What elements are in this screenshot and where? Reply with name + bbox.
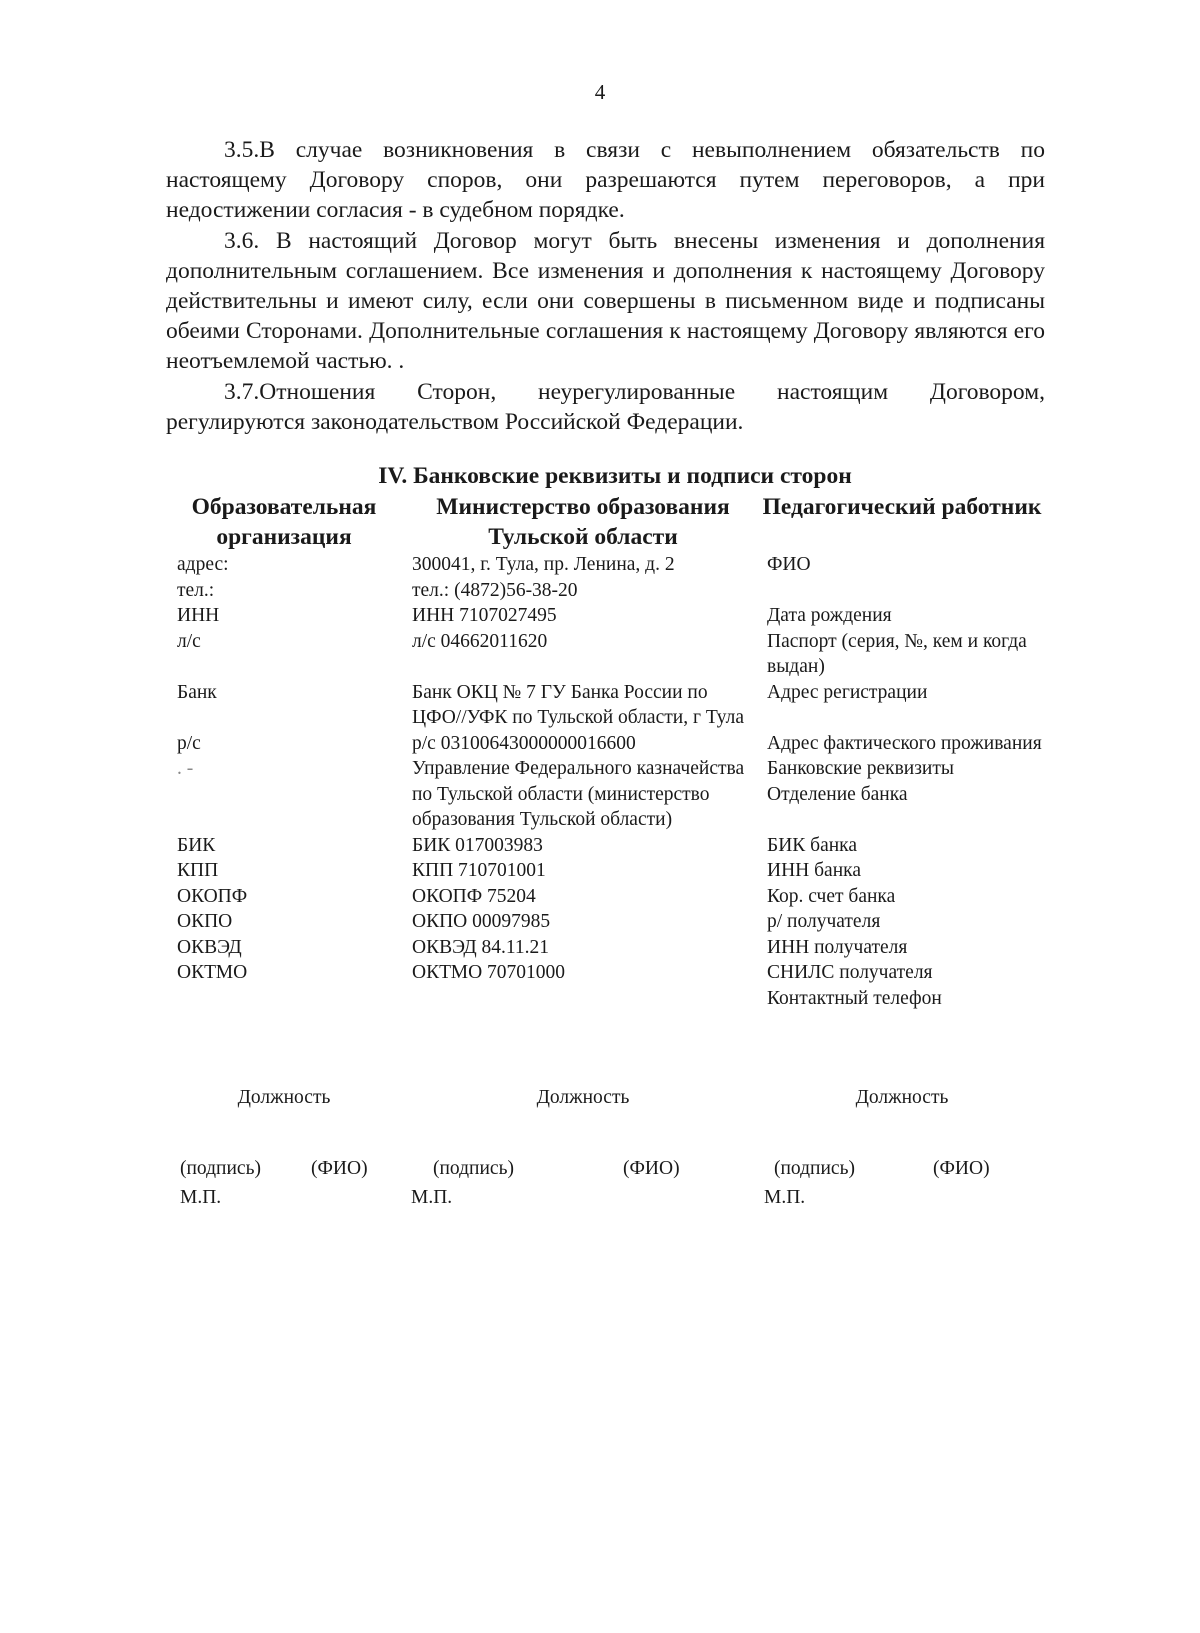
org-field-label: ОКТМО bbox=[177, 962, 248, 983]
teacher-stamp-label: М.П. bbox=[764, 1187, 806, 1208]
ministry-signature-label: (подпись) bbox=[433, 1158, 514, 1179]
ministry-field-value: Управление Федерального казначейства по Тульской области (министерство образования Тульской области) bbox=[412, 758, 745, 830]
teacher-field-label bbox=[767, 578, 1047, 604]
ministry-field-value: ОКПО 00097985 bbox=[412, 911, 551, 932]
teacher-field-label: Адрес регистрации bbox=[767, 681, 928, 703]
requisites-row bbox=[177, 578, 1047, 604]
teacher-signature-label: (подпись) bbox=[774, 1158, 855, 1179]
org-field-label: Банк bbox=[177, 681, 217, 703]
requisites-row bbox=[177, 858, 1047, 884]
requisites-row bbox=[177, 935, 1047, 961]
requisites-row bbox=[177, 756, 1047, 833]
org-field-label: ОКОПФ bbox=[177, 885, 248, 907]
ministry-field-value: ОКОПФ 75204 bbox=[412, 885, 536, 907]
org-field-label: адрес: bbox=[177, 554, 229, 575]
requisites-row bbox=[177, 884, 1047, 910]
teacher-field-label: ФИО bbox=[767, 554, 811, 575]
org-field-label: л/с bbox=[177, 630, 201, 652]
ministry-field-value: ОКВЭД 84.11.21 bbox=[412, 936, 550, 958]
org-field-label: ОКПО bbox=[177, 911, 233, 932]
org-fio-label: (ФИО) bbox=[311, 1158, 368, 1179]
requisites-table bbox=[177, 552, 1047, 1011]
ministry-position-label: Должность bbox=[536, 1087, 630, 1108]
teacher-field-label: ИНН получателя bbox=[767, 936, 908, 958]
ministry-field-value: БИК 017003983 bbox=[412, 834, 543, 856]
requisites-row bbox=[177, 680, 1047, 731]
teacher-field-label: Кор. счет банка bbox=[767, 885, 896, 907]
org-stamp-label: М.П. bbox=[180, 1187, 222, 1208]
org-field-label: ОКВЭД bbox=[177, 936, 242, 958]
clause-3-6: 3.6. В настоящий Договор могут быть внесены изменения и дополнения дополнительным соглашением. Все изменения и дополнения к настоящему Договору действительны и имеют силу, если они совершены в письменном виде и подписаны обеими Сторонами. Дополнительные соглашения к настоящему Договору являются его неотъемлемой частью. . bbox=[166, 227, 1045, 375]
org-field-label bbox=[177, 986, 412, 1012]
org-signature-label: (подпись) bbox=[180, 1158, 261, 1179]
ministry-field-value: ОКТМО 70701000 bbox=[412, 962, 566, 983]
requisites-row bbox=[177, 603, 1047, 629]
ministry-field-value: 300041, г. Тула, пр. Ленина, д. 2 bbox=[412, 554, 675, 575]
section-title: IV. Банковские реквизиты и подписи сторон bbox=[378, 463, 852, 489]
teacher-field-label: Банковские реквизиты Отделение банка bbox=[767, 758, 954, 805]
org-field-label: р/с bbox=[177, 732, 201, 754]
requisites-row bbox=[177, 986, 1047, 1012]
org-field-label: тел.: bbox=[177, 579, 215, 601]
ministry-field-value: л/с 04662011620 bbox=[412, 630, 548, 652]
teacher-fio-label: (ФИО) bbox=[933, 1158, 990, 1179]
teacher-position-label: Должность bbox=[855, 1087, 949, 1108]
requisites-row bbox=[177, 731, 1047, 757]
org-field-label: . - bbox=[177, 758, 194, 779]
teacher-field-label: ИНН банка bbox=[767, 860, 861, 881]
requisites-row bbox=[177, 960, 1047, 986]
teacher-field-label: Дата рождения bbox=[767, 605, 892, 626]
ministry-stamp-label: М.П. bbox=[411, 1187, 453, 1208]
teacher-field-label: Паспорт (серия, №, кем и когда выдан) bbox=[767, 630, 1027, 677]
org-field-label: БИК bbox=[177, 834, 216, 856]
ministry-field-value: КПП 710701001 bbox=[412, 860, 546, 881]
teacher-field-label: Контактный телефон bbox=[767, 987, 942, 1009]
ministry-field-value: тел.: (4872)56-38-20 bbox=[412, 579, 578, 601]
clause-3-7: 3.7.Отношения Сторон, неурегулированные настоящим Договором, регулируются законодательством Российской Федерации. bbox=[166, 378, 1045, 435]
requisites-row bbox=[177, 629, 1047, 680]
ministry-field-value: ИНН 7107027495 bbox=[412, 605, 557, 626]
requisites-row bbox=[177, 833, 1047, 859]
ministry-field-value: Банк ОКЦ № 7 ГУ Банка России по ЦФО//УФК по Тульской области, г Тула bbox=[412, 681, 745, 728]
column-header-org: Образовательная организация bbox=[191, 494, 377, 550]
ministry-fio-label: (ФИО) bbox=[623, 1158, 680, 1179]
org-field-label: КПП bbox=[177, 860, 219, 881]
ministry-field-value bbox=[412, 986, 767, 1012]
page-number: 4 bbox=[594, 80, 606, 104]
column-header-ministry: Министерство образования Тульской области bbox=[436, 494, 730, 550]
clause-3-5: 3.5.В случае возникновения в связи с невыполнением обязательств по настоящему Договору споров, они разрешаются путем переговоров, а при недостижении согласия - в судебном порядке. bbox=[166, 137, 1045, 224]
ministry-field-value: р/с 03100643000000016600 bbox=[412, 732, 636, 754]
teacher-field-label: р/ получателя bbox=[767, 911, 881, 932]
requisites-row bbox=[177, 909, 1047, 935]
org-position-label: Должность bbox=[237, 1087, 331, 1108]
contract-clauses bbox=[166, 135, 1045, 437]
requisites-row bbox=[177, 552, 1047, 578]
teacher-field-label: СНИЛС получателя bbox=[767, 962, 933, 983]
teacher-field-label: Адрес фактического проживания bbox=[767, 732, 1042, 754]
org-field-label: ИНН bbox=[177, 605, 220, 626]
teacher-field-label: БИК банка bbox=[767, 834, 858, 856]
column-header-teacher: Педагогический работник bbox=[762, 494, 1042, 520]
